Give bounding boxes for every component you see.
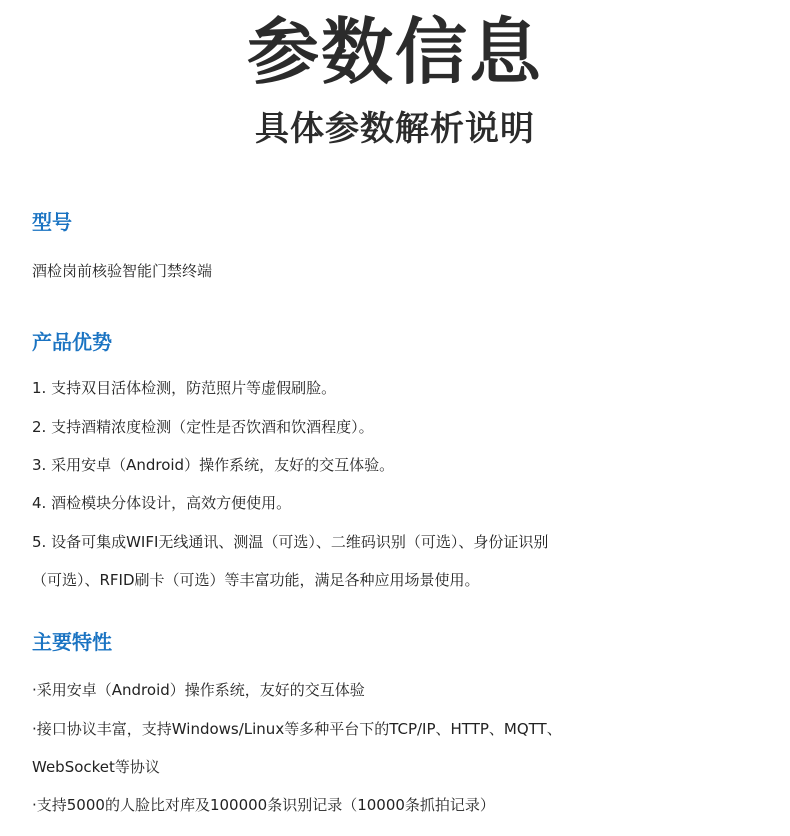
advantage-item-2: 2. 支持酒精浓度检测（定性是否饮酒和饮酒程度）。: [32, 418, 374, 436]
advantage-item-4: 4. 酒检模块分体设计，高效方便使用。: [32, 494, 292, 512]
model-value: 酒检岗前核验智能门禁终端: [32, 262, 213, 280]
advantage-item-3: 3. 采用安卓（Android）操作系统，友好的交互体验。: [32, 456, 395, 474]
page-subtitle: 具体参数解析说明: [255, 109, 535, 149]
feature-item-2-continued: WebSocket等协议: [32, 758, 160, 776]
feature-item-1: ·采用安卓（Android）操作系统，友好的交互体验: [32, 681, 365, 699]
feature-item-2: ·接口协议丰富，支持Windows/Linux等多种平台下的TCP/IP、HTTP、MQTT、: [32, 720, 562, 738]
advantage-item-5: 5. 设备可集成WIFI无线通讯、测温（可选）、二维码识别（可选）、身份证识别: [32, 533, 549, 551]
model-heading: 型号: [32, 210, 72, 234]
features-heading: 主要特性: [32, 630, 112, 654]
advantages-heading: 产品优势: [32, 330, 112, 354]
page-title: 参数信息: [246, 10, 543, 94]
advantage-item-5-continued: （可选）、RFID刷卡（可选）等丰富功能，满足各种应用场景使用。: [32, 571, 480, 589]
advantage-item-1: 1. 支持双目活体检测，防范照片等虚假刷脸。: [32, 379, 337, 397]
feature-item-3: ·支持5000的人脸比对库及100000条识别记录（10000条抓拍记录）: [32, 796, 495, 814]
